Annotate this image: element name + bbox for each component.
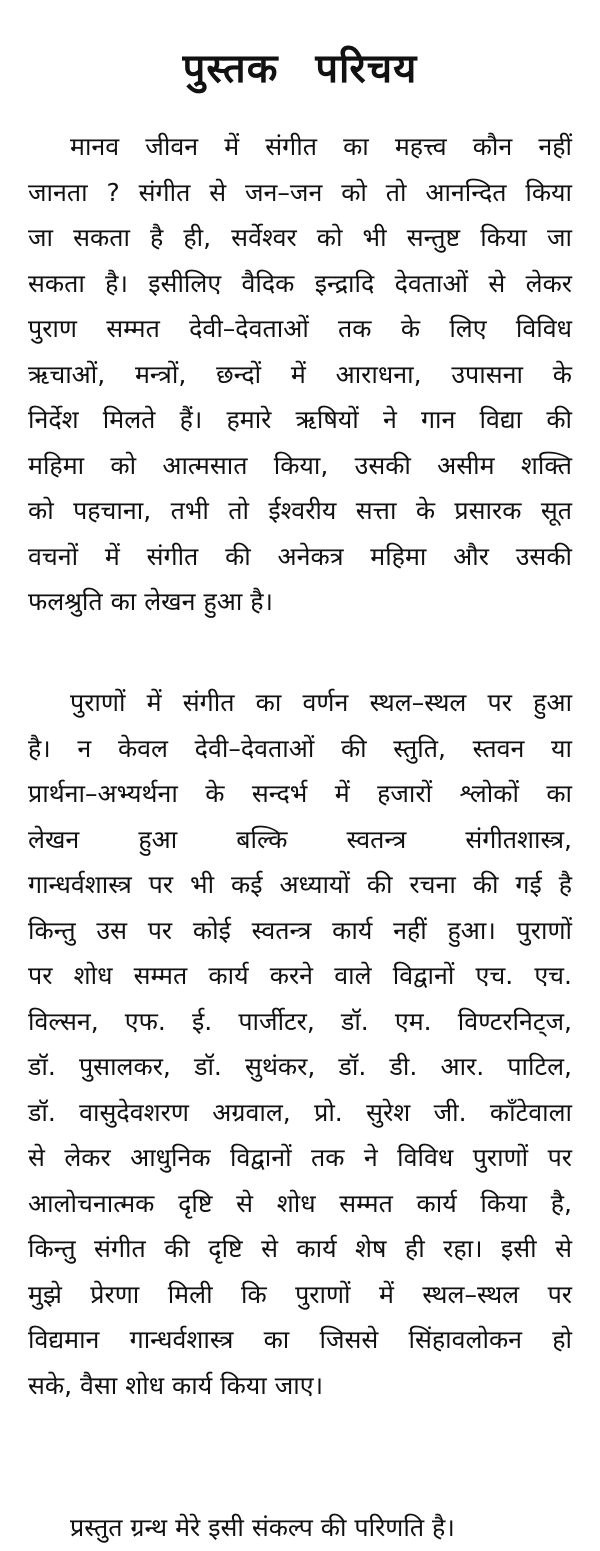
text-line: विद्यमान गान्धर्वशास्त्र का जिससे सिंहावलोकन हो xyxy=(28,1325,572,1354)
text-line: किन्तु संगीत की दृष्टि से कार्य शेष ही रहा। इसी से xyxy=(28,1234,572,1263)
text-line: प्रस्तुत ग्रन्थ मेरे इसी संकल्प की परिणति है। xyxy=(70,1513,455,1542)
text-line: निर्देश मिलते हैं। हमारे ऋषियों ने गान विद्या की xyxy=(28,405,572,434)
text-line: सकता है। इसीलिए वैदिक इन्द्रादि देवताओं से लेकर xyxy=(28,268,572,298)
text-line: पर शोध सम्मत कार्य करने वाले विद्वानों एच. एच. xyxy=(28,961,572,990)
text-line: गान्धर्वशास्त्र पर भी कई अध्यायों की रचना की गई है xyxy=(28,870,572,899)
paragraph-1 xyxy=(28,124,572,625)
text-line: से लेकर आधुनिक विद्वानों तक ने विविध पुराणों पर xyxy=(28,1143,572,1172)
page-title: पुस्तक परिचय xyxy=(182,45,418,92)
text-line: वचनों में संगीत की अनेकत्र महिमा और उसकी xyxy=(28,541,572,571)
text-line: मुझे प्रेरणा मिली कि पुराणों में स्थल–स्थल पर xyxy=(28,1279,572,1309)
paragraph-2 xyxy=(28,680,572,1408)
text-line: पुराणों में संगीत का वर्णन स्थल–स्थल पर हुआ xyxy=(70,688,572,717)
text-line: प्रार्थना–अभ्यर्थना के सन्दर्भ में हजारों श्लोकों का xyxy=(28,779,572,808)
text-line: को पहचाना, तभी तो ईश्वरीय सत्ता के प्रसारक सूत xyxy=(28,496,572,525)
paragraph-3 xyxy=(28,1505,572,1551)
text-line: है। न केवल देवी–देवताओं की स्तुति, स्तवन या xyxy=(28,733,572,763)
text-line: ऋचाओं, मन्त्रों, छन्दों में आराधना, उपासना के xyxy=(28,359,572,389)
text-line: विल्सन, एफ. ई. पार्जीटर, डॉ. एम. विण्टरनिट्ज, xyxy=(28,1006,572,1036)
text-line: आलोचनात्मक दृष्टि से शोध सम्मत कार्य किया है, xyxy=(28,1188,572,1218)
text-line: महिमा को आत्मसात किया, उसकी असीम शक्ति xyxy=(28,450,572,480)
text-line: डॉ. पुसालकर, डॉ. सुथंकर, डॉ. डी. आर. पाटिल, xyxy=(28,1052,572,1081)
text-line: पुराण सम्मत देवी–देवताओं तक के लिए विविध xyxy=(28,314,572,343)
text-line: फलश्रुति का लेखन हुआ है। xyxy=(28,587,273,616)
text-line: लेखन हुआ बल्कि स्वतन्त्र संगीतशास्त्र, xyxy=(28,824,572,854)
text-line: मानव जीवन में संगीत का महत्त्व कौन नहीं xyxy=(70,132,572,161)
text-line: डॉ. वासुदेवशरण अग्रवाल, प्रो. सुरेश जी. काँटेवाला xyxy=(28,1097,572,1127)
text-line: जा सकता है ही, सर्वेश्वर को भी सन्तुष्ट किया जा xyxy=(28,223,572,252)
text-line: किन्तु उस पर कोई स्वतन्त्र कार्य नहीं हुआ। पुराणों xyxy=(28,915,572,945)
text-line: सके, वैसा शोध कार्य किया जाए। xyxy=(28,1370,324,1400)
text-line: जानता ? संगीत से जन–जन को तो आनन्दित किया xyxy=(28,177,572,207)
